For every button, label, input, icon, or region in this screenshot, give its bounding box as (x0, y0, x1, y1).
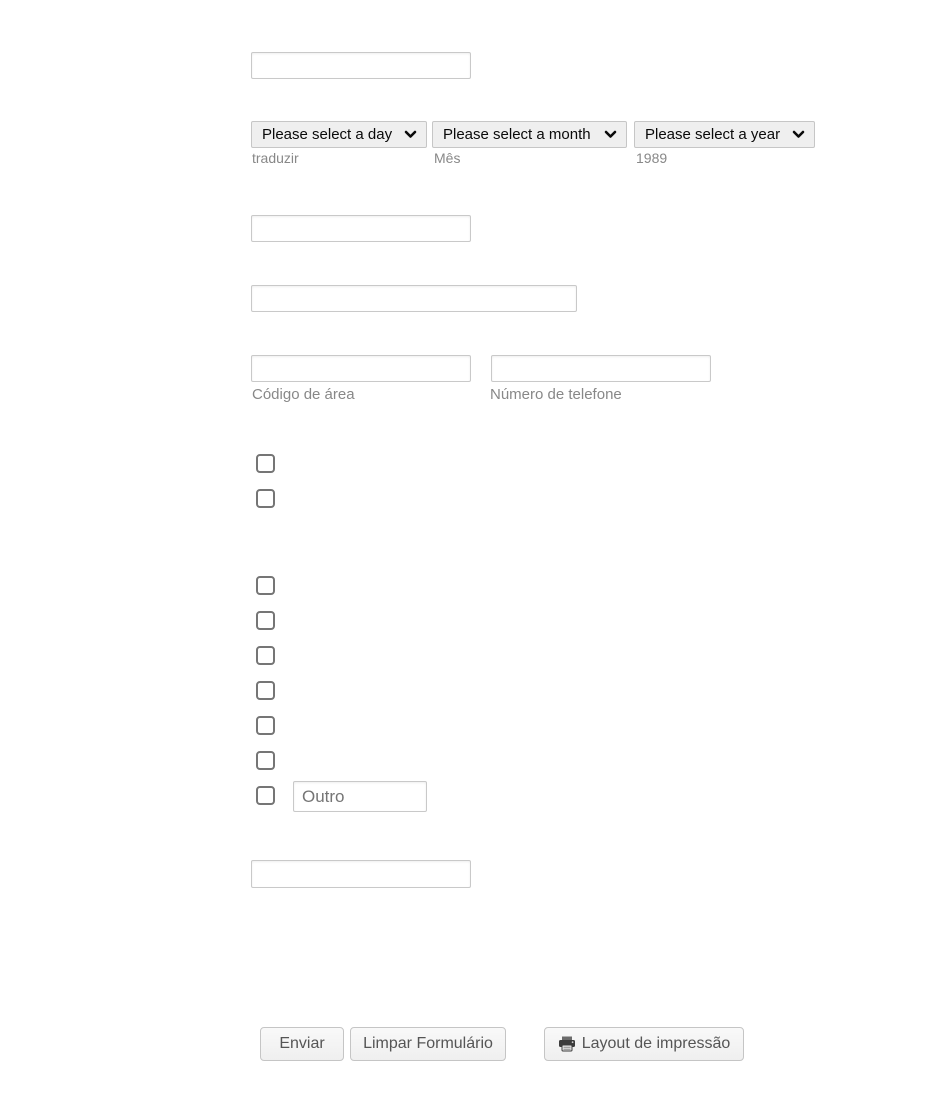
year-select[interactable] (634, 121, 815, 148)
chevron-down-icon (404, 130, 417, 139)
checkbox[interactable] (256, 751, 275, 770)
area-code-sublabel: Código de área (252, 386, 355, 403)
chevron-down-icon (604, 130, 617, 139)
submit-button-label: Enviar (279, 1035, 325, 1052)
checkbox[interactable] (256, 611, 275, 630)
print-layout-button-label: Layout de impressão (581, 1035, 731, 1052)
day-select-value: Please select a day (262, 126, 393, 143)
area-code-input[interactable] (251, 355, 471, 382)
day-sublabel: traduzir (252, 150, 299, 166)
checkbox[interactable] (256, 454, 275, 473)
text-input-top[interactable] (251, 52, 471, 79)
year-select-value: Please select a year (645, 126, 781, 143)
checkbox-other[interactable] (256, 786, 275, 805)
month-sublabel: Mês (434, 150, 461, 166)
submit-button[interactable] (260, 1027, 344, 1061)
checkbox[interactable] (256, 576, 275, 595)
checkbox[interactable] (256, 681, 275, 700)
clear-form-button[interactable] (350, 1027, 506, 1061)
print-layout-button[interactable] (544, 1027, 744, 1061)
checkbox[interactable] (256, 716, 275, 735)
month-select-value: Please select a month (443, 126, 591, 143)
checkbox-group-2 (256, 576, 275, 786)
printer-icon (558, 1036, 576, 1052)
text-input-second[interactable] (251, 215, 471, 242)
checkbox[interactable] (256, 489, 275, 508)
checkbox[interactable] (256, 646, 275, 665)
text-input-wide[interactable] (251, 285, 577, 312)
year-sublabel: 1989 (636, 150, 668, 166)
phone-number-sublabel: Número de telefone (490, 386, 622, 403)
day-select[interactable] (251, 121, 427, 148)
clear-form-button-label: Limpar Formulário (363, 1035, 493, 1052)
checkbox-group-1 (256, 454, 275, 524)
text-input-bottom[interactable] (251, 860, 471, 888)
phone-number-input[interactable] (491, 355, 711, 382)
other-text-input[interactable] (293, 781, 427, 812)
chevron-down-icon (792, 130, 805, 139)
month-select[interactable] (432, 121, 627, 148)
